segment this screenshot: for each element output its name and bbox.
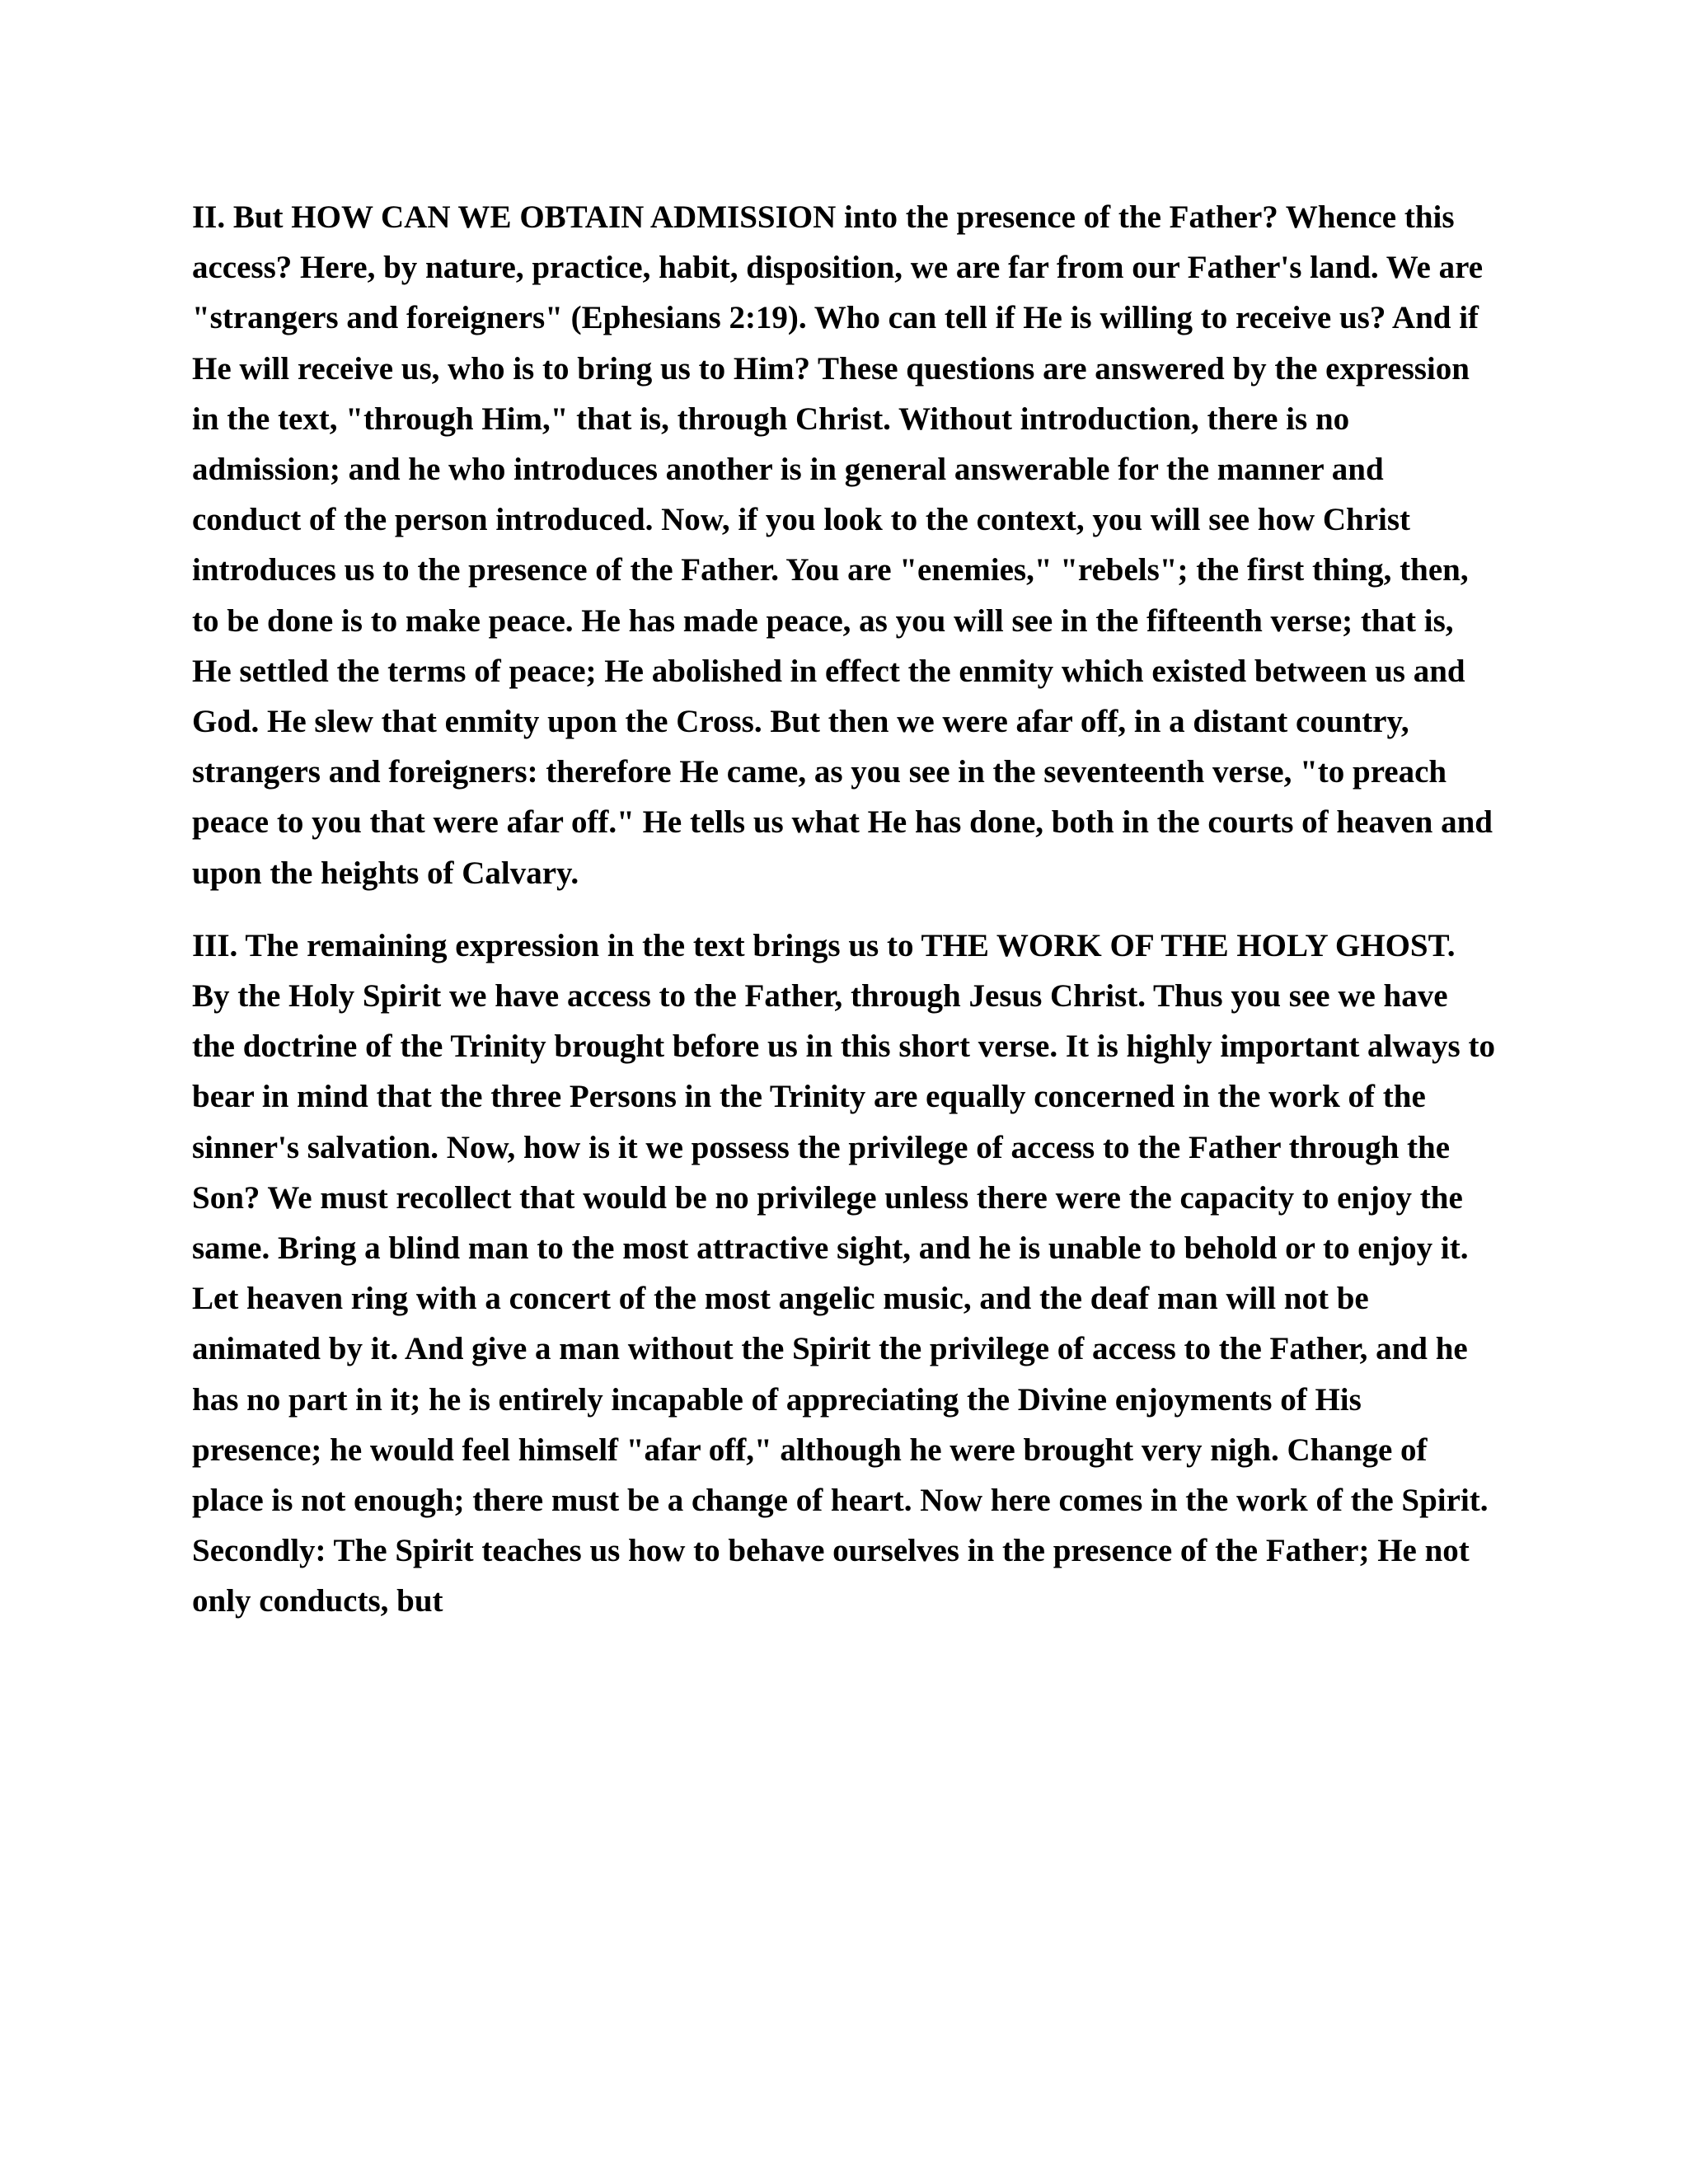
paragraph-section-iii: III. The remaining expression in the text brings us to THE WORK OF THE HOLY GHOST. By the Holy Spirit we have access to the Father, through Jesus Christ. Thus you see we have the doctrine of the Trinity brought before us in this short verse. It is highly important always to bear in mind that the three Persons in the Trinity are equally concerned in the work of the sinner's salvation. Now, how is it we possess the privilege of access to the Father through the Son? We must recollect that would be no privilege unless there were the capacity to enjoy the same. Bring a blind man to the most attractive sight, and he is unable to behold or to enjoy it. Let heaven ring with a concert of the most angelic music, and the deaf man will not be animated by it. And give a man without the Spirit the privilege of access to the Father, and he has no part in it; he is entirely incapable of appreciating the Divine enjoyments of His presence; he would feel himself "afar off," although he were brought very nigh. Change of place is not enough; there must be a change of heart. Now here comes in the work of the Spirit. Secondly: The Spirit teaches us how to behave ourselves in the presence of the Father; He not only conducts, but (192, 927, 1495, 1619)
paragraph-section-ii: II. But HOW CAN WE OBTAIN ADMISSION into the presence of the Father? Whence this access? Here, by nature, practice, habit, disposition, we are far from our Father's land. We are "strangers and foreigners" (Ephesians 2:19). Who can tell if He is willing to receive us? And if He will receive us, who is to bring us to Him? These questions are answered by the expression in the text, "through Him," that is, through Christ. Without introduction, there is no admission; and he who introduces another is in general answerable for the manner and conduct of the person introduced. Now, if you look to the context, you will see how Christ introduces us to the presence of the Father. You are "enemies," "rebels"; the first thing, then, to be done is to make peace. He has made peace, as you will see in the fifteenth verse; that is, He settled the terms of peace; He abolished in effect the enmity which existed between us and God. He slew that enmity upon the Cross. But then we were afar off, in a distant country, strangers and foreigners: therefore He came, as you see in the seventeenth verse, "to preach peace to you that were afar off." He tells us what He has done, both in the courts of heaven and upon the heights of Calvary. (192, 199, 1493, 891)
body-text (192, 192, 1496, 1627)
